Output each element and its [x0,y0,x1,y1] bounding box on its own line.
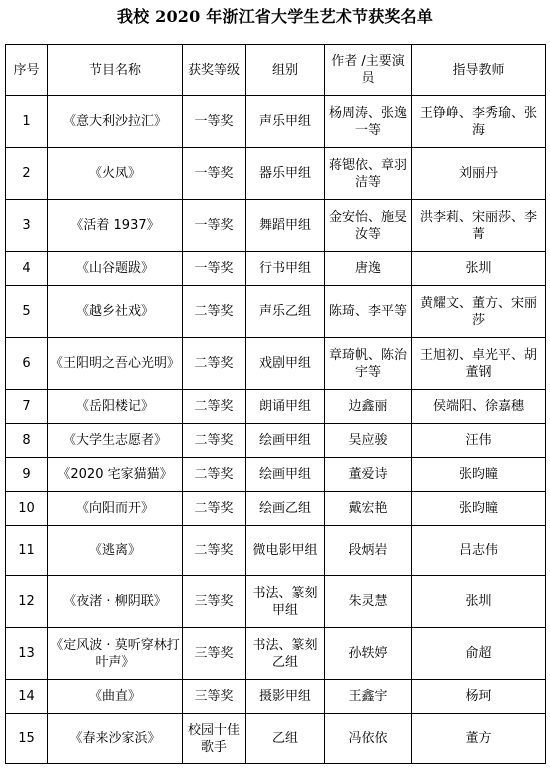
cell-group: 绘画甲组 [246,424,325,458]
cell-performers: 金安怡、施旻汝等 [325,200,412,252]
cell-group: 器乐甲组 [246,148,325,200]
cell-performers: 边鑫丽 [325,390,412,424]
cell-performers: 冯依依 [325,714,412,764]
cell-teachers: 俞超 [412,628,546,680]
table-header-row [6,45,546,96]
cell-teachers: 汪伟 [412,424,546,458]
cell-program: 《意大利沙拉汇》 [48,96,183,148]
cell-no: 9 [6,458,48,492]
cell-teachers: 董方 [412,714,546,764]
table-row [6,286,546,338]
cell-award: 二等奖 [183,338,246,390]
table-row [6,492,546,526]
cell-program: 《活着 1937》 [48,200,183,252]
table-row [6,390,546,424]
cell-no: 4 [6,252,48,286]
cell-performers: 董爱诗 [325,458,412,492]
cell-award: 一等奖 [183,200,246,252]
cell-program: 《夜渚 · 柳阴联》 [48,576,183,628]
cell-teachers: 张昀瞳 [412,492,546,526]
cell-award: 二等奖 [183,458,246,492]
cell-group: 声乐乙组 [246,286,325,338]
cell-program: 《向阳而开》 [48,492,183,526]
table-row [6,96,546,148]
cell-no: 1 [6,96,48,148]
page-title: 我校 2020 年浙江省大学生艺术节获奖名单 [116,7,434,26]
cell-teachers: 张圳 [412,576,546,628]
cell-award: 二等奖 [183,492,246,526]
cell-teachers: 吕志伟 [412,526,546,576]
header-group: 组别 [246,45,325,96]
cell-award: 二等奖 [183,424,246,458]
cell-program: 《定风波 · 莫听穿林打叶声》 [48,628,183,680]
cell-award: 二等奖 [183,526,246,576]
header-teachers: 指导教师 [412,45,546,96]
cell-group: 微电影甲组 [246,526,325,576]
cell-performers: 吴应骏 [325,424,412,458]
cell-performers: 朱灵慧 [325,576,412,628]
cell-program: 《火凤》 [48,148,183,200]
cell-performers: 陈琦、李平等 [325,286,412,338]
cell-program: 《越乡社戏》 [48,286,183,338]
cell-no: 14 [6,680,48,714]
cell-no: 15 [6,714,48,764]
cell-performers: 段炳岩 [325,526,412,576]
cell-teachers: 杨珂 [412,680,546,714]
cell-teachers: 王铮峥、李秀瑜、张海 [412,96,546,148]
table-row [6,200,546,252]
cell-performers: 孙轶婷 [325,628,412,680]
cell-group: 绘画乙组 [246,492,325,526]
cell-no: 13 [6,628,48,680]
cell-group: 绘画甲组 [246,458,325,492]
cell-group: 摄影甲组 [246,680,325,714]
award-list-table [5,44,546,764]
cell-award: 三等奖 [183,628,246,680]
cell-performers: 王鑫宇 [325,680,412,714]
table-row [6,338,546,390]
cell-teachers: 张圳 [412,252,546,286]
table-row [6,680,546,714]
cell-no: 10 [6,492,48,526]
table-row [6,252,546,286]
cell-group: 声乐甲组 [246,96,325,148]
cell-no: 12 [6,576,48,628]
cell-no: 5 [6,286,48,338]
cell-award: 三等奖 [183,576,246,628]
table-row [6,458,546,492]
cell-group: 行书甲组 [246,252,325,286]
cell-teachers: 王旭初、卓光平、胡董钢 [412,338,546,390]
cell-no: 2 [6,148,48,200]
cell-group: 戏剧甲组 [246,338,325,390]
cell-group: 书法、篆刻甲组 [246,576,325,628]
header-award: 获奖等级 [183,45,246,96]
cell-award: 三等奖 [183,680,246,714]
header-performers: 作者 /主要演员 [325,45,412,96]
cell-program: 《春来沙家浜》 [48,714,183,764]
cell-award: 一等奖 [183,148,246,200]
header-program: 节目名称 [48,45,183,96]
cell-no: 8 [6,424,48,458]
cell-program: 《曲直》 [48,680,183,714]
cell-teachers: 侯端阳、徐嘉穗 [412,390,546,424]
table-row [6,148,546,200]
header-no: 序号 [6,45,48,96]
cell-program: 《山谷题跋》 [48,252,183,286]
cell-program: 《逃离》 [48,526,183,576]
cell-performers: 章琦帆、陈治宇等 [325,338,412,390]
cell-award: 二等奖 [183,390,246,424]
cell-award: 二等奖 [183,286,246,338]
table-row [6,526,546,576]
cell-program: 《王阳明之吾心光明》 [48,338,183,390]
cell-performers: 戴宏艳 [325,492,412,526]
cell-group: 朗诵甲组 [246,390,325,424]
table-body [6,96,546,764]
table-row [6,628,546,680]
cell-teachers: 洪李莉、宋丽莎、李菁 [412,200,546,252]
cell-performers: 唐逸 [325,252,412,286]
table-row [6,576,546,628]
table-row [6,424,546,458]
table-row [6,714,546,764]
cell-group: 乙组 [246,714,325,764]
cell-no: 3 [6,200,48,252]
cell-group: 书法、篆刻乙组 [246,628,325,680]
cell-award: 一等奖 [183,96,246,148]
cell-program: 《2020 宅家猫猫》 [48,458,183,492]
cell-award: 一等奖 [183,252,246,286]
cell-performers: 蒋锶依、章羽洁等 [325,148,412,200]
cell-performers: 杨周涛、张逸一等 [325,96,412,148]
cell-teachers: 刘丽丹 [412,148,546,200]
cell-teachers: 张昀瞳 [412,458,546,492]
cell-no: 11 [6,526,48,576]
cell-no: 7 [6,390,48,424]
cell-program: 《岳阳楼记》 [48,390,183,424]
cell-group: 舞蹈甲组 [246,200,325,252]
cell-award: 校园十佳歌手 [183,714,246,764]
cell-program: 《大学生志愿者》 [48,424,183,458]
cell-no: 6 [6,338,48,390]
cell-teachers: 黄耀文、董方、宋丽莎 [412,286,546,338]
